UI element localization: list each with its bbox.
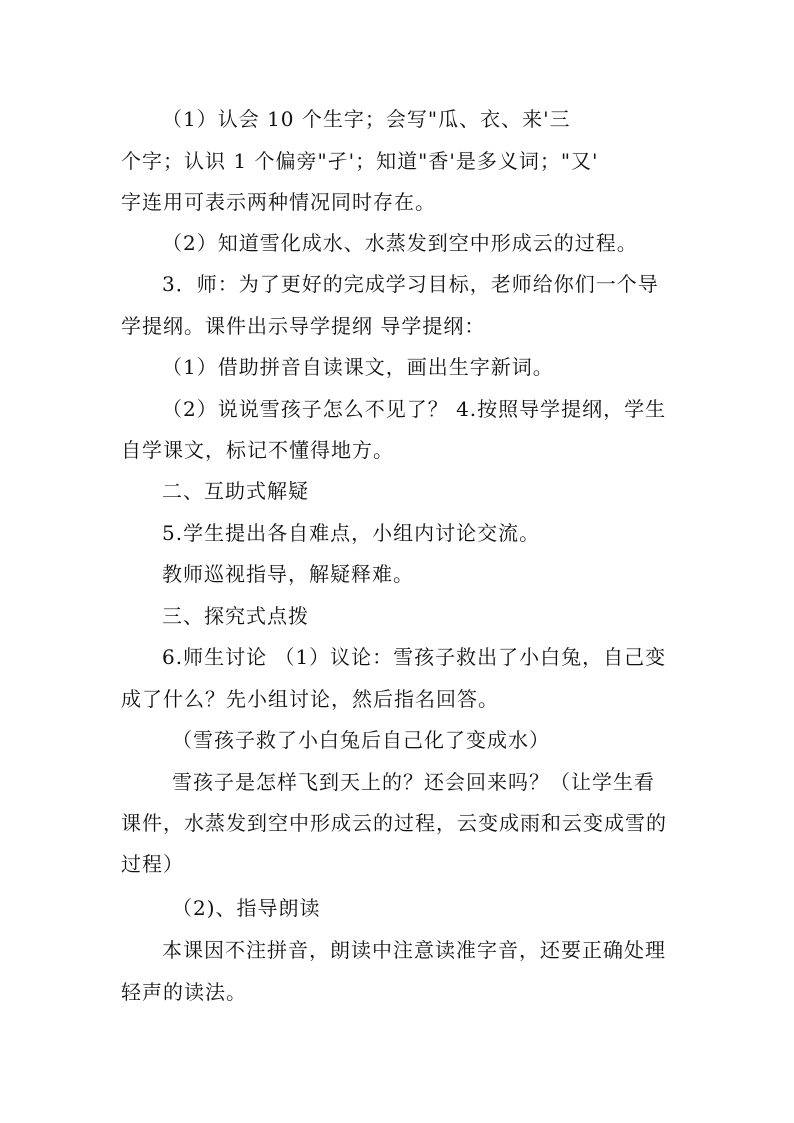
text-line-goal-1-cont: 个字；认识 1 个偏旁"孑'；知道"香'是多义词；"又' bbox=[121, 149, 599, 173]
text-line-reading-note-end: 轻声的读法。 bbox=[121, 980, 247, 1004]
text-line-goal-1: （1）认会 10 个生字；会写"瓜、衣、来'三 bbox=[162, 107, 571, 131]
text-line-step-3: 3．师：为了更好的完成学习目标，老师给你们一个导 bbox=[162, 272, 659, 296]
text-line-step-5: 5.学生提出各自难点，小组内讨论交流。 bbox=[162, 521, 541, 545]
text-line-reading-guide: （2)、指导朗读 bbox=[172, 896, 321, 920]
text-line-goal-1-end: 字连用可表示两种情况同时存在。 bbox=[121, 190, 436, 214]
text-line-step-6-cont: 成了什么？先小组讨论，然后指名回答。 bbox=[121, 687, 499, 711]
text-line-question-cont: 课件，水蒸发到空中形成云的过程，云变成雨和云变成雪的 bbox=[121, 811, 667, 835]
text-line-step-6: 6.师生讨论 （1）议论：雪孩子救出了小白兔，自己变 bbox=[162, 645, 667, 669]
text-line-question-end: 过程） bbox=[121, 852, 184, 876]
text-line-answer: （雪孩子救了小白兔后自己化了变成水） bbox=[172, 728, 550, 752]
text-line-outline-2-cont: 自学课文，标记不懂得地方。 bbox=[121, 438, 394, 462]
text-line-step-3-cont: 学提纲。课件出示导学提纲 导学提纲： bbox=[121, 314, 486, 338]
text-line-goal-2: （2）知道雪化成水、水蒸发到空中形成云的过程。 bbox=[162, 231, 638, 255]
text-line-reading-note: 本课因不注拼音，朗读中注意读准字音，还要正确处理 bbox=[162, 938, 666, 962]
text-line-teacher: 教师巡视指导，解疑释难。 bbox=[162, 562, 414, 586]
text-line-outline-2: （2）说说雪孩子怎么不见了？ 4.按照导学提纲，学生 bbox=[162, 397, 667, 421]
section-heading-3: 三、探究式点拨 bbox=[162, 604, 309, 628]
text-line-outline-1: （1）借助拼音自读课文，画出生字新词。 bbox=[162, 355, 554, 379]
section-heading-2: 二、互助式解疑 bbox=[162, 479, 309, 503]
text-line-question: 雪孩子是怎样飞到天上的？还会回来吗？（让学生看 bbox=[172, 770, 655, 794]
